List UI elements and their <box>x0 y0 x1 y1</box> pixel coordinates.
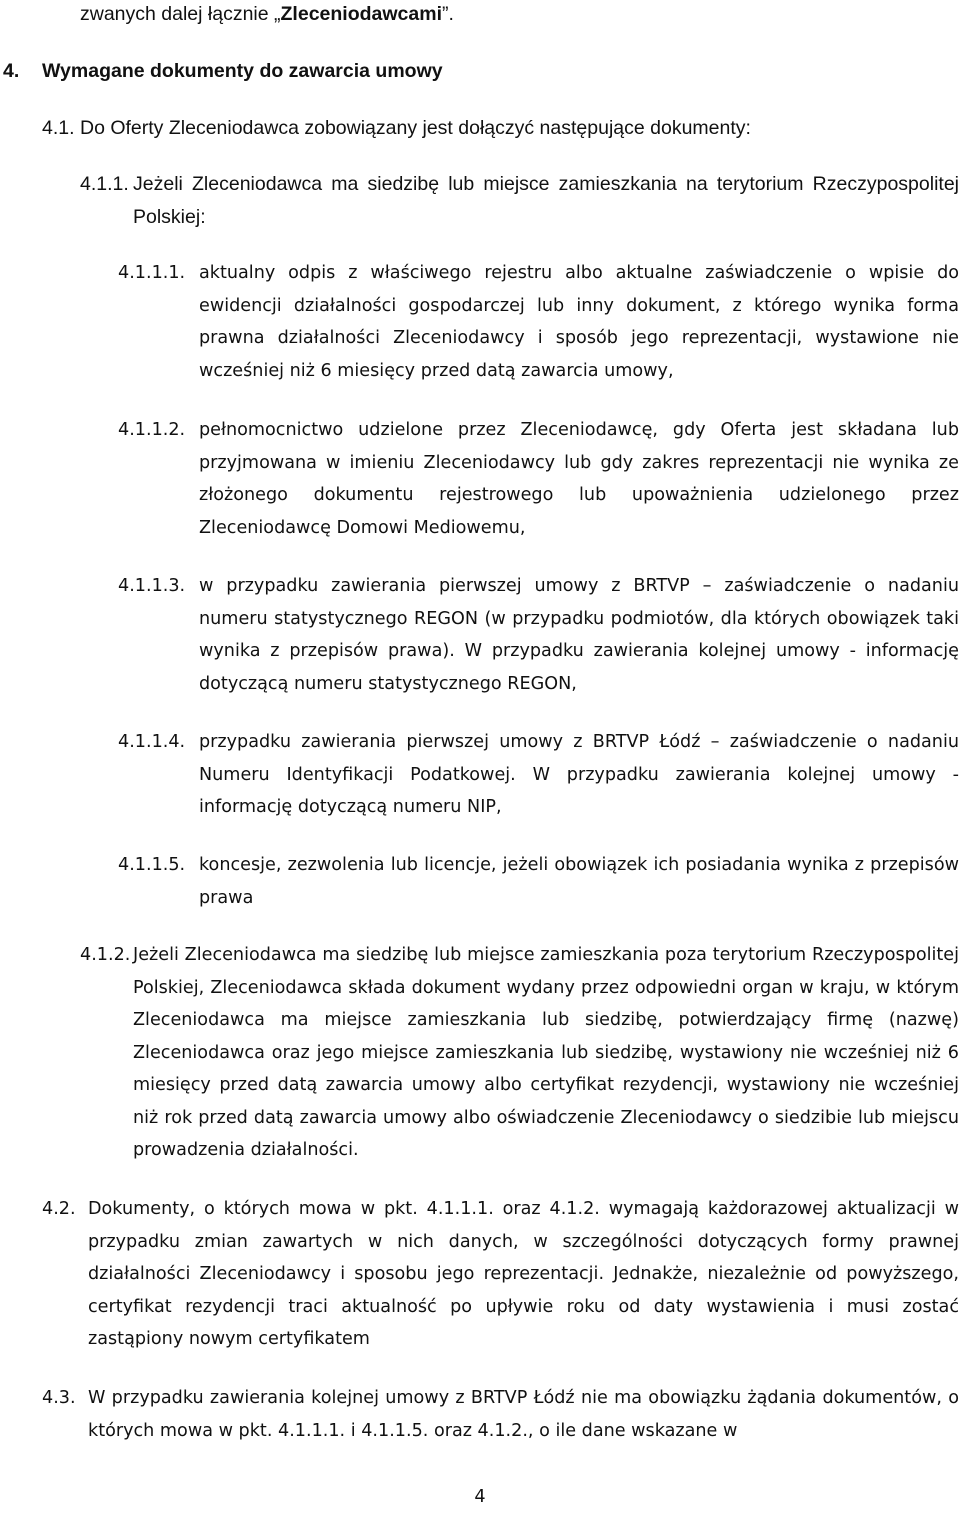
section-4-1-1-text: Jeżeli Zleceniodawca ma siedzibę lub miejsce zamieszkania na terytorium Rzeczypospolitej Polskiej: <box>133 173 959 228</box>
section-4-1-2-number: 4.1.2. <box>80 945 131 965</box>
section-4-1-1-number: 4.1.1. <box>80 173 129 195</box>
section-4-1-1-4-text: przypadku zawierania pierwszej umowy z BRTVP Łódź – zaświadczenie o nadaniu Numeru Identyfikacji Podatkowej. W przypadku zawierania kolejnej umowy - informację dotyczącą numeru NIP, <box>199 732 959 817</box>
intro-tail <box>80 3 454 26</box>
section-4-3-text: W przypadku zawierania kolejnej umowy z BRTVP Łódź nie ma obowiązku żądania dokumentów, o których mowa w pkt. 4.1.1.1. i 4.1.1.5. oraz 4.1.2., o ile dane wskazane w <box>88 1388 959 1441</box>
intro-tail-prefix: zwanych dalej łącznie „ <box>80 3 281 25</box>
section-4-title: Wymagane dokumenty do zawarcia umowy <box>42 60 443 82</box>
section-4-1-1-2-number: 4.1.1.2. <box>118 420 186 440</box>
section-4-1-number: 4.1. <box>42 117 75 139</box>
section-4-1-1-5-text: koncesje, zezwolenia lub licencje, jeżeli obowiązek ich posiadania wynika z przepisów prawa <box>199 855 959 908</box>
section-4-1-text: Do Oferty Zleceniodawca zobowiązany jest dołączyć następujące dokumenty: <box>80 117 751 139</box>
section-4-1-1-3-number: 4.1.1.3. <box>118 576 186 596</box>
section-4-3-number: 4.3. <box>42 1388 76 1408</box>
section-4-1-1-1-text: aktualny odpis z właściwego rejestru albo aktualne zaświadczenie o wpisie do ewidencji działalności gospodarczej lub inny dokument, z którego wynika forma prawna działalności Zleceniodawcy i sposób jego reprezentacji, wystawione nie wcześniej niż 6 miesięcy przed datą zawarcia umowy, <box>199 263 959 381</box>
intro-tail-suffix: ”. <box>442 3 454 25</box>
section-4-2-number: 4.2. <box>42 1199 76 1219</box>
intro-tail-bold: Zleceniodawcami <box>280 3 442 25</box>
section-4-1-2-text: Jeżeli Zleceniodawca ma siedzibę lub miejsce zamieszkania poza terytorium Rzeczypospolitej Polskiej, Zleceniodawca składa dokument wydany przez odpowiedni organ w kraju, w którym Zleceniodawca ma miejsce zamieszkania lub siedzibę, potwierdzający firmę (nazwę) Zleceniodawca oraz jego miejsce zamieszkania lub siedzibę, wystawiony nie wcześniej niż 6 miesięcy przed datą zawarcia umowy albo certyfikat rezydencji, wystawiony nie wcześniej niż rok przed datą zawarcia umowy albo oświadczenie Zleceniodawcy o siedzibie lub miejscu prowadzenia działalności. <box>133 945 959 1160</box>
section-4-1-1-1-number: 4.1.1.1. <box>118 263 186 283</box>
section-4-1-1-4-number: 4.1.1.4. <box>118 732 186 752</box>
section-4-number: 4. <box>3 60 20 82</box>
section-4-1-1-5-number: 4.1.1.5. <box>118 855 186 875</box>
section-4-1-1-3-text: w przypadku zawierania pierwszej umowy z BRTVP – zaświadczenie o nadaniu numeru statystycznego REGON (w przypadku podmiotów, dla których obowiązek taki wynika z przepisów prawa). W przypadku zawierania kolejnej umowy - informację dotyczącą numeru statystycznego REGON, <box>199 576 959 694</box>
section-4-2-text: Dokumenty, o których mowa w pkt. 4.1.1.1. oraz 4.1.2. wymagają każdorazowej aktualizacji w przypadku zmian zawartych w nich danych, w szczególności dotyczących formy prawnej działalności Zleceniodawcy i sposobu jego reprezentacji. Jednakże, niezależnie od powyższego, certyfikat rezydencji traci aktualność po upływie roku od daty wystawienia i musi zostać zastąpiony nowym certyfikatem <box>88 1199 959 1349</box>
section-4-1-1-2-text: pełnomocnictwo udzielone przez Zleceniodawcę, gdy Oferta jest składana lub przyjmowana w imieniu Zleceniodawcy lub gdy zakres reprezentacji nie wynika ze złożonego dokumentu rejestrowego lub upoważnienia udzielonego przez Zleceniodawcę Domowi Mediowemu, <box>199 420 959 538</box>
page-number: 4 <box>474 1487 486 1507</box>
